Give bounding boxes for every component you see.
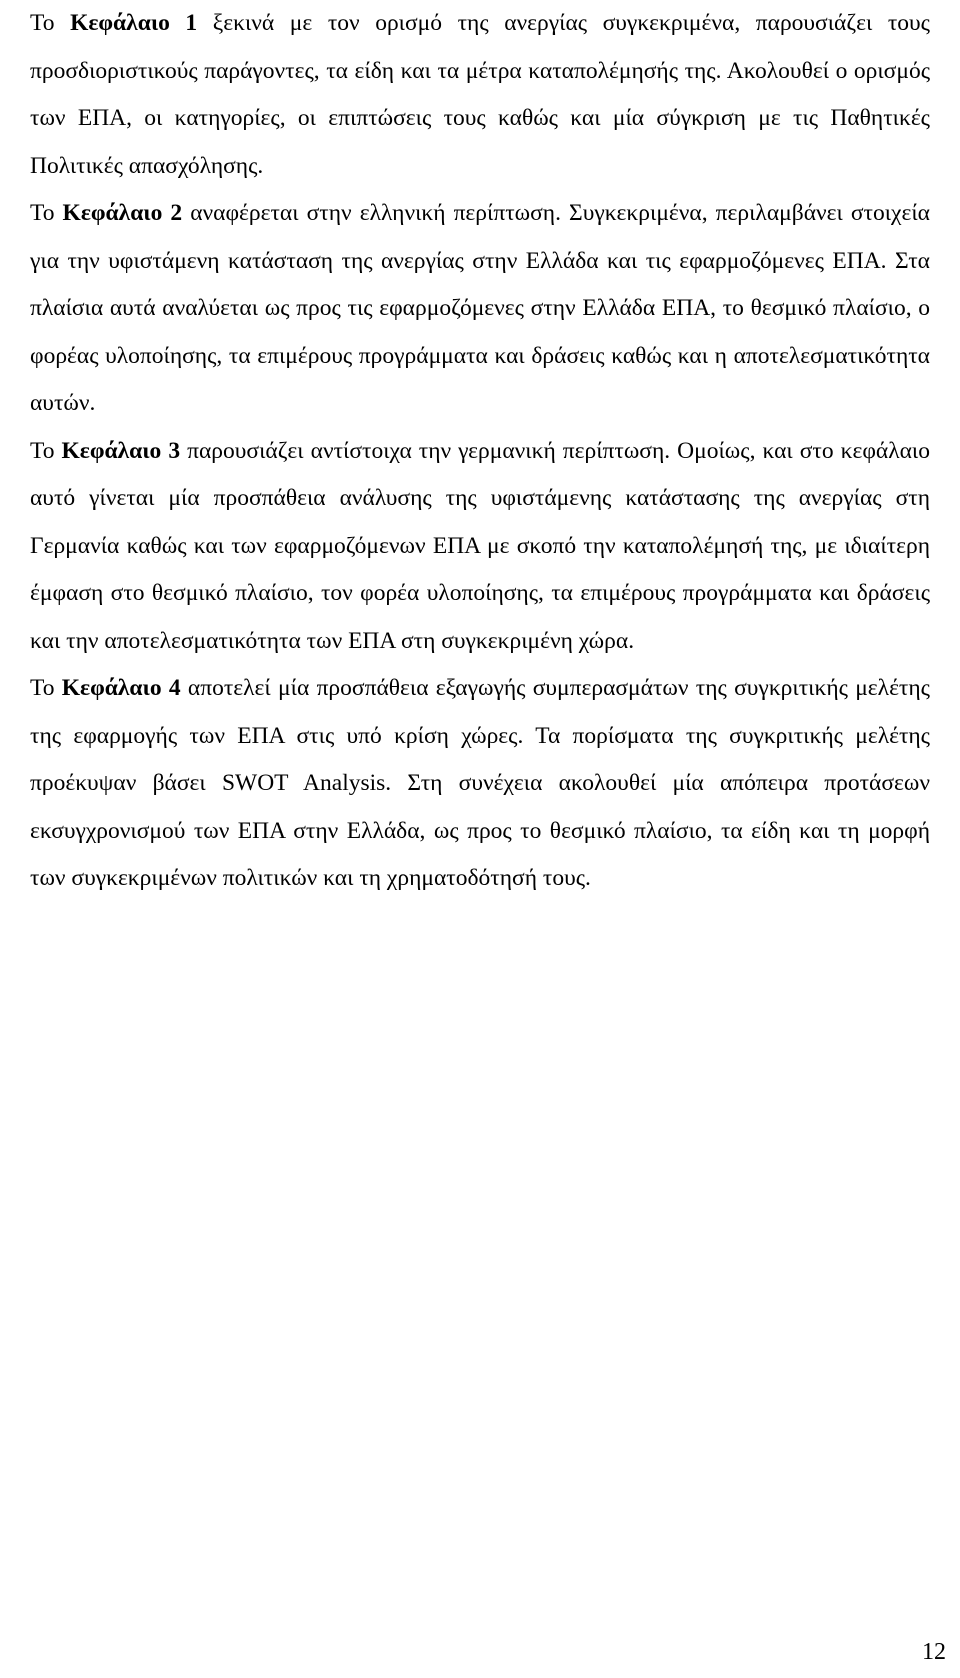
paragraph-lead: Το [30, 200, 63, 226]
paragraph-chapter-1 [30, 0, 930, 190]
paragraph-text: αποτελεί μία προσπάθεια εξαγωγής συμπερασμάτων της συγκριτικής μελέτης της εφαρμογής των ΕΠΑ στις υπό κρίση χώρες. Τα πορίσματα της συγκριτικής μελέτης προέκυψαν βάσει SWOT Analysis. Στη συνέχεια ακολουθεί μία απόπειρα προτάσεων εκσυγχρονισμού των ΕΠΑ στην Ελλάδα, ως προς το θεσμικό πλαίσιο, τα είδη και τη μορφή των συγκεκριμένων πολιτικών και τη χρηματοδότησή τους. [30, 675, 930, 891]
chapter-reference: Κεφάλαιο 1 [70, 10, 198, 36]
paragraph-lead: Το [30, 10, 71, 36]
paragraph-lead: Το [30, 675, 62, 701]
paragraph-lead: Το [30, 437, 62, 464]
paragraph-text: παρουσιάζει αντίστοιχα την γερμανική περίπτωση. Ομοίως, και στο κεφάλαιο αυτό γίνεται μία προσπάθεια ανάλυσης της υφιστάμενης κατάστασης της ανεργίας στη Γερμανία καθώς και των εφαρμοζόμενων ΕΠΑ με σκοπό την καταπολέμησή της, με ιδιαίτερη έμφαση στο θεσμικό πλαίσιο, τον φορέα υλοποίησης, τα επιμέρους προγράμματα και δράσεις και την αποτελεσματικότητα των ΕΠΑ στη συγκεκριμένη χώρα. [30, 437, 931, 654]
chapter-reference: Κεφάλαιο 4 [61, 675, 181, 701]
body-text [30, 0, 930, 903]
chapter-reference: Κεφάλαιο 3 [61, 437, 181, 464]
page-number: 12 [922, 1639, 946, 1665]
paragraph-text: αναφέρεται στην ελληνική περίπτωση. Συγκεκριμένα, περιλαμβάνει στοιχεία για την υφιστάμενη κατάσταση της ανεργίας στην Ελλάδα και τις εφαρμοζόμενες ΕΠΑ. Στα πλαίσια αυτά αναλύεται ως προς τις εφαρμοζόμενες στην Ελλάδα ΕΠΑ, το θεσμικό πλαίσιο, ο φορέας υλοποίησης, τα επιμέρους προγράμματα και δράσεις καθώς και η αποτελεσματικότητα αυτών. [30, 200, 930, 416]
chapter-reference: Κεφάλαιο 2 [62, 200, 183, 226]
paragraph-chapter-2 [30, 190, 930, 428]
paragraph-chapter-4 [30, 665, 930, 903]
paragraph-text: ξεκινά με τον ορισμό της ανεργίας συγκεκριμένα, παρουσιάζει τους προσδιοριστικούς παράγοντες, τα είδη και τα μέτρα καταπολέμησής της. Ακολουθεί ο ορισμός των ΕΠΑ, οι κατηγορίες, οι επιπτώσεις τους καθώς και μία σύγκριση με τις Παθητικές Πολιτικές απασχόλησης. [30, 10, 930, 179]
paragraph-chapter-3 [30, 428, 930, 666]
